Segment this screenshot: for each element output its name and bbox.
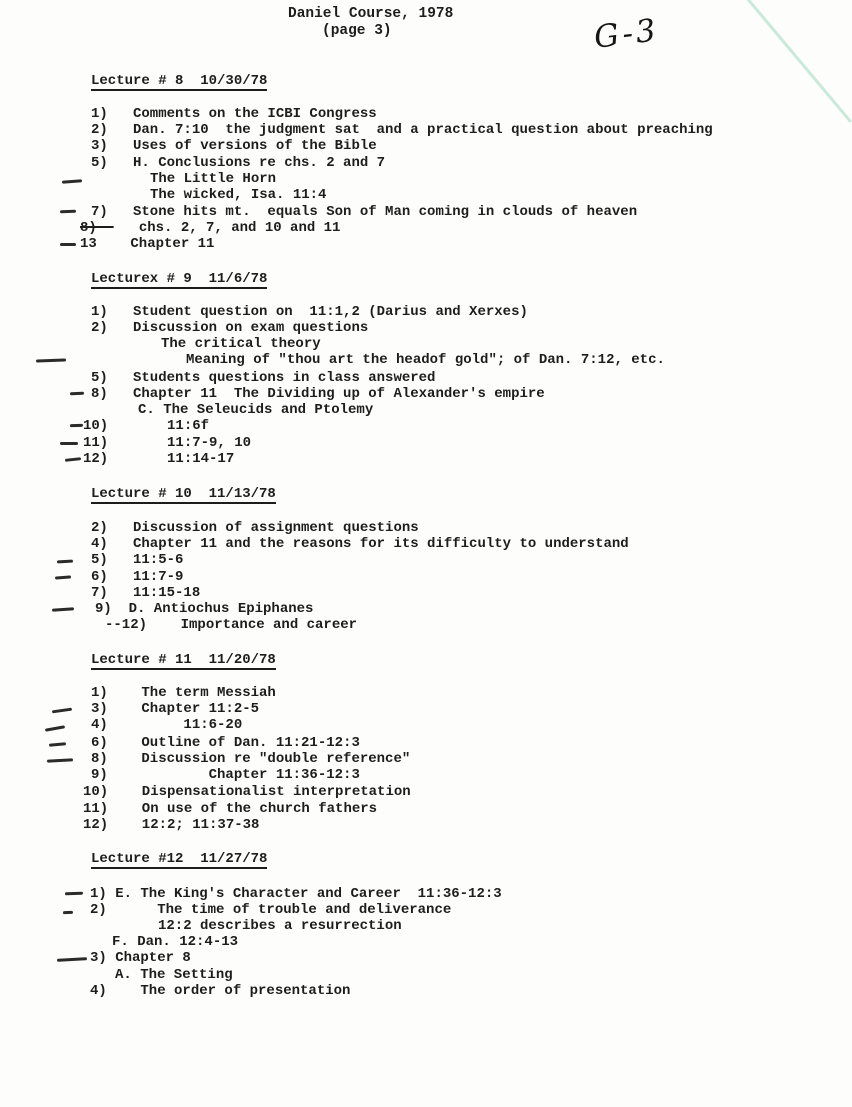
- document-line: 3) Uses of versions of the Bible: [91, 138, 377, 154]
- margin-mark: [60, 442, 78, 445]
- document-line: 3) Chapter 8: [90, 950, 191, 966]
- document-line: 3) Chapter 11:2-5: [91, 701, 260, 717]
- document-line: 2) Dan. 7:10 the judgment sat and a practical question about preaching: [91, 122, 713, 138]
- document-line: 12) 11:14-17: [83, 451, 235, 467]
- document-line: F. Dan. 12:4-13: [112, 934, 239, 950]
- document-line: 12) 12:2; 11:37-38: [83, 817, 260, 833]
- document-line: 1) Student question on 11:1,2 (Darius and Xerxes): [91, 304, 528, 320]
- document-line: C. The Seleucids and Ptolemy: [138, 402, 374, 418]
- document-line: 2) Discussion on exam questions: [91, 320, 369, 336]
- handwritten-note: G-3: [592, 12, 661, 56]
- margin-mark: [49, 742, 66, 746]
- margin-mark: [63, 911, 73, 915]
- document-line: 11) 11:7-9, 10: [83, 435, 252, 451]
- document-line: 10) 11:6f: [83, 418, 210, 434]
- document-line: 4) Chapter 11 and the reasons for its difficulty to understand: [91, 536, 629, 552]
- margin-mark: [60, 243, 76, 246]
- lecture-heading: Lecture # 8 10/30/78: [91, 73, 268, 89]
- document-line: 13 Chapter 11: [80, 236, 215, 252]
- document-line: 10) Dispensationalist interpretation: [83, 784, 411, 800]
- margin-mark: [55, 575, 71, 579]
- document-line: 8) Chapter 11 The Dividing up of Alexander's empire: [91, 386, 545, 402]
- margin-mark: [52, 607, 74, 612]
- margin-mark: [60, 210, 76, 214]
- document-line: The critical theory: [161, 336, 321, 352]
- document-line: 1) Comments on the ICBI Congress: [91, 106, 377, 122]
- document-line: 5) H. Conclusions re chs. 2 and 7: [91, 155, 386, 171]
- margin-mark: [45, 725, 65, 731]
- document-line: [80, 220, 340, 236]
- margin-mark: [62, 179, 82, 183]
- lecture-heading: Lecturex # 9 11/6/78: [91, 271, 268, 287]
- document-line: 8) Discussion re "double reference": [91, 751, 411, 767]
- document-line: The Little Horn: [150, 171, 277, 187]
- margin-mark: [65, 457, 81, 462]
- document-line: 7) Stone hits mt. equals Son of Man coming in clouds of heaven: [91, 204, 638, 220]
- document-line: 12:2 describes a resurrection: [158, 918, 402, 934]
- document-line: Meaning of "thou art the headof gold"; of Dan. 7:12, etc.: [186, 352, 665, 368]
- margin-mark: [52, 708, 72, 714]
- document-line: A. The Setting: [115, 967, 233, 983]
- document-line: 6) Outline of Dan. 11:21-12:3: [91, 735, 360, 751]
- document-line: 1) E. The King's Character and Career 11:36-12:3: [90, 886, 502, 902]
- lecture-heading: Lecture # 11 11/20/78: [91, 652, 276, 668]
- diagonal-scan-line: [746, 0, 852, 123]
- document-line: 11) On use of the church fathers: [83, 801, 378, 817]
- document-line: 4) The order of presentation: [90, 983, 351, 999]
- document-line: 9) Chapter 11:36-12:3: [91, 767, 360, 783]
- document-line: 2) The time of trouble and deliverance: [90, 902, 452, 918]
- margin-mark: [65, 892, 83, 896]
- struck-text: 8)--: [80, 220, 114, 236]
- margin-mark: [36, 358, 66, 362]
- document-line: 2) Discussion of assignment questions: [91, 520, 419, 536]
- document-line: 5) 11:5-6: [91, 552, 184, 568]
- line-text: chs. 2, 7, and 10 and 11: [113, 220, 341, 236]
- document-line: 9) D. Antiochus Epiphanes: [95, 601, 314, 617]
- document-line: 5) Students questions in class answered: [91, 370, 436, 386]
- margin-mark: [57, 560, 73, 564]
- document-line: --12) Importance and career: [105, 617, 358, 633]
- document-line: The wicked, Isa. 11:4: [150, 187, 327, 203]
- document-line: 1) The term Messiah: [91, 685, 276, 701]
- page-number: (page 3): [322, 23, 392, 39]
- document-line: 4) 11:6-20: [91, 717, 243, 733]
- margin-mark: [70, 392, 84, 396]
- margin-mark: [47, 758, 73, 762]
- margin-mark: [70, 424, 83, 427]
- lecture-heading: Lecture #12 11/27/78: [91, 851, 268, 867]
- lecture-heading: Lecture # 10 11/13/78: [91, 486, 276, 502]
- document-line: 7) 11:15-18: [91, 585, 201, 601]
- margin-mark: [57, 957, 87, 962]
- page-title: Daniel Course, 1978: [288, 6, 454, 22]
- document-line: 6) 11:7-9: [91, 569, 184, 585]
